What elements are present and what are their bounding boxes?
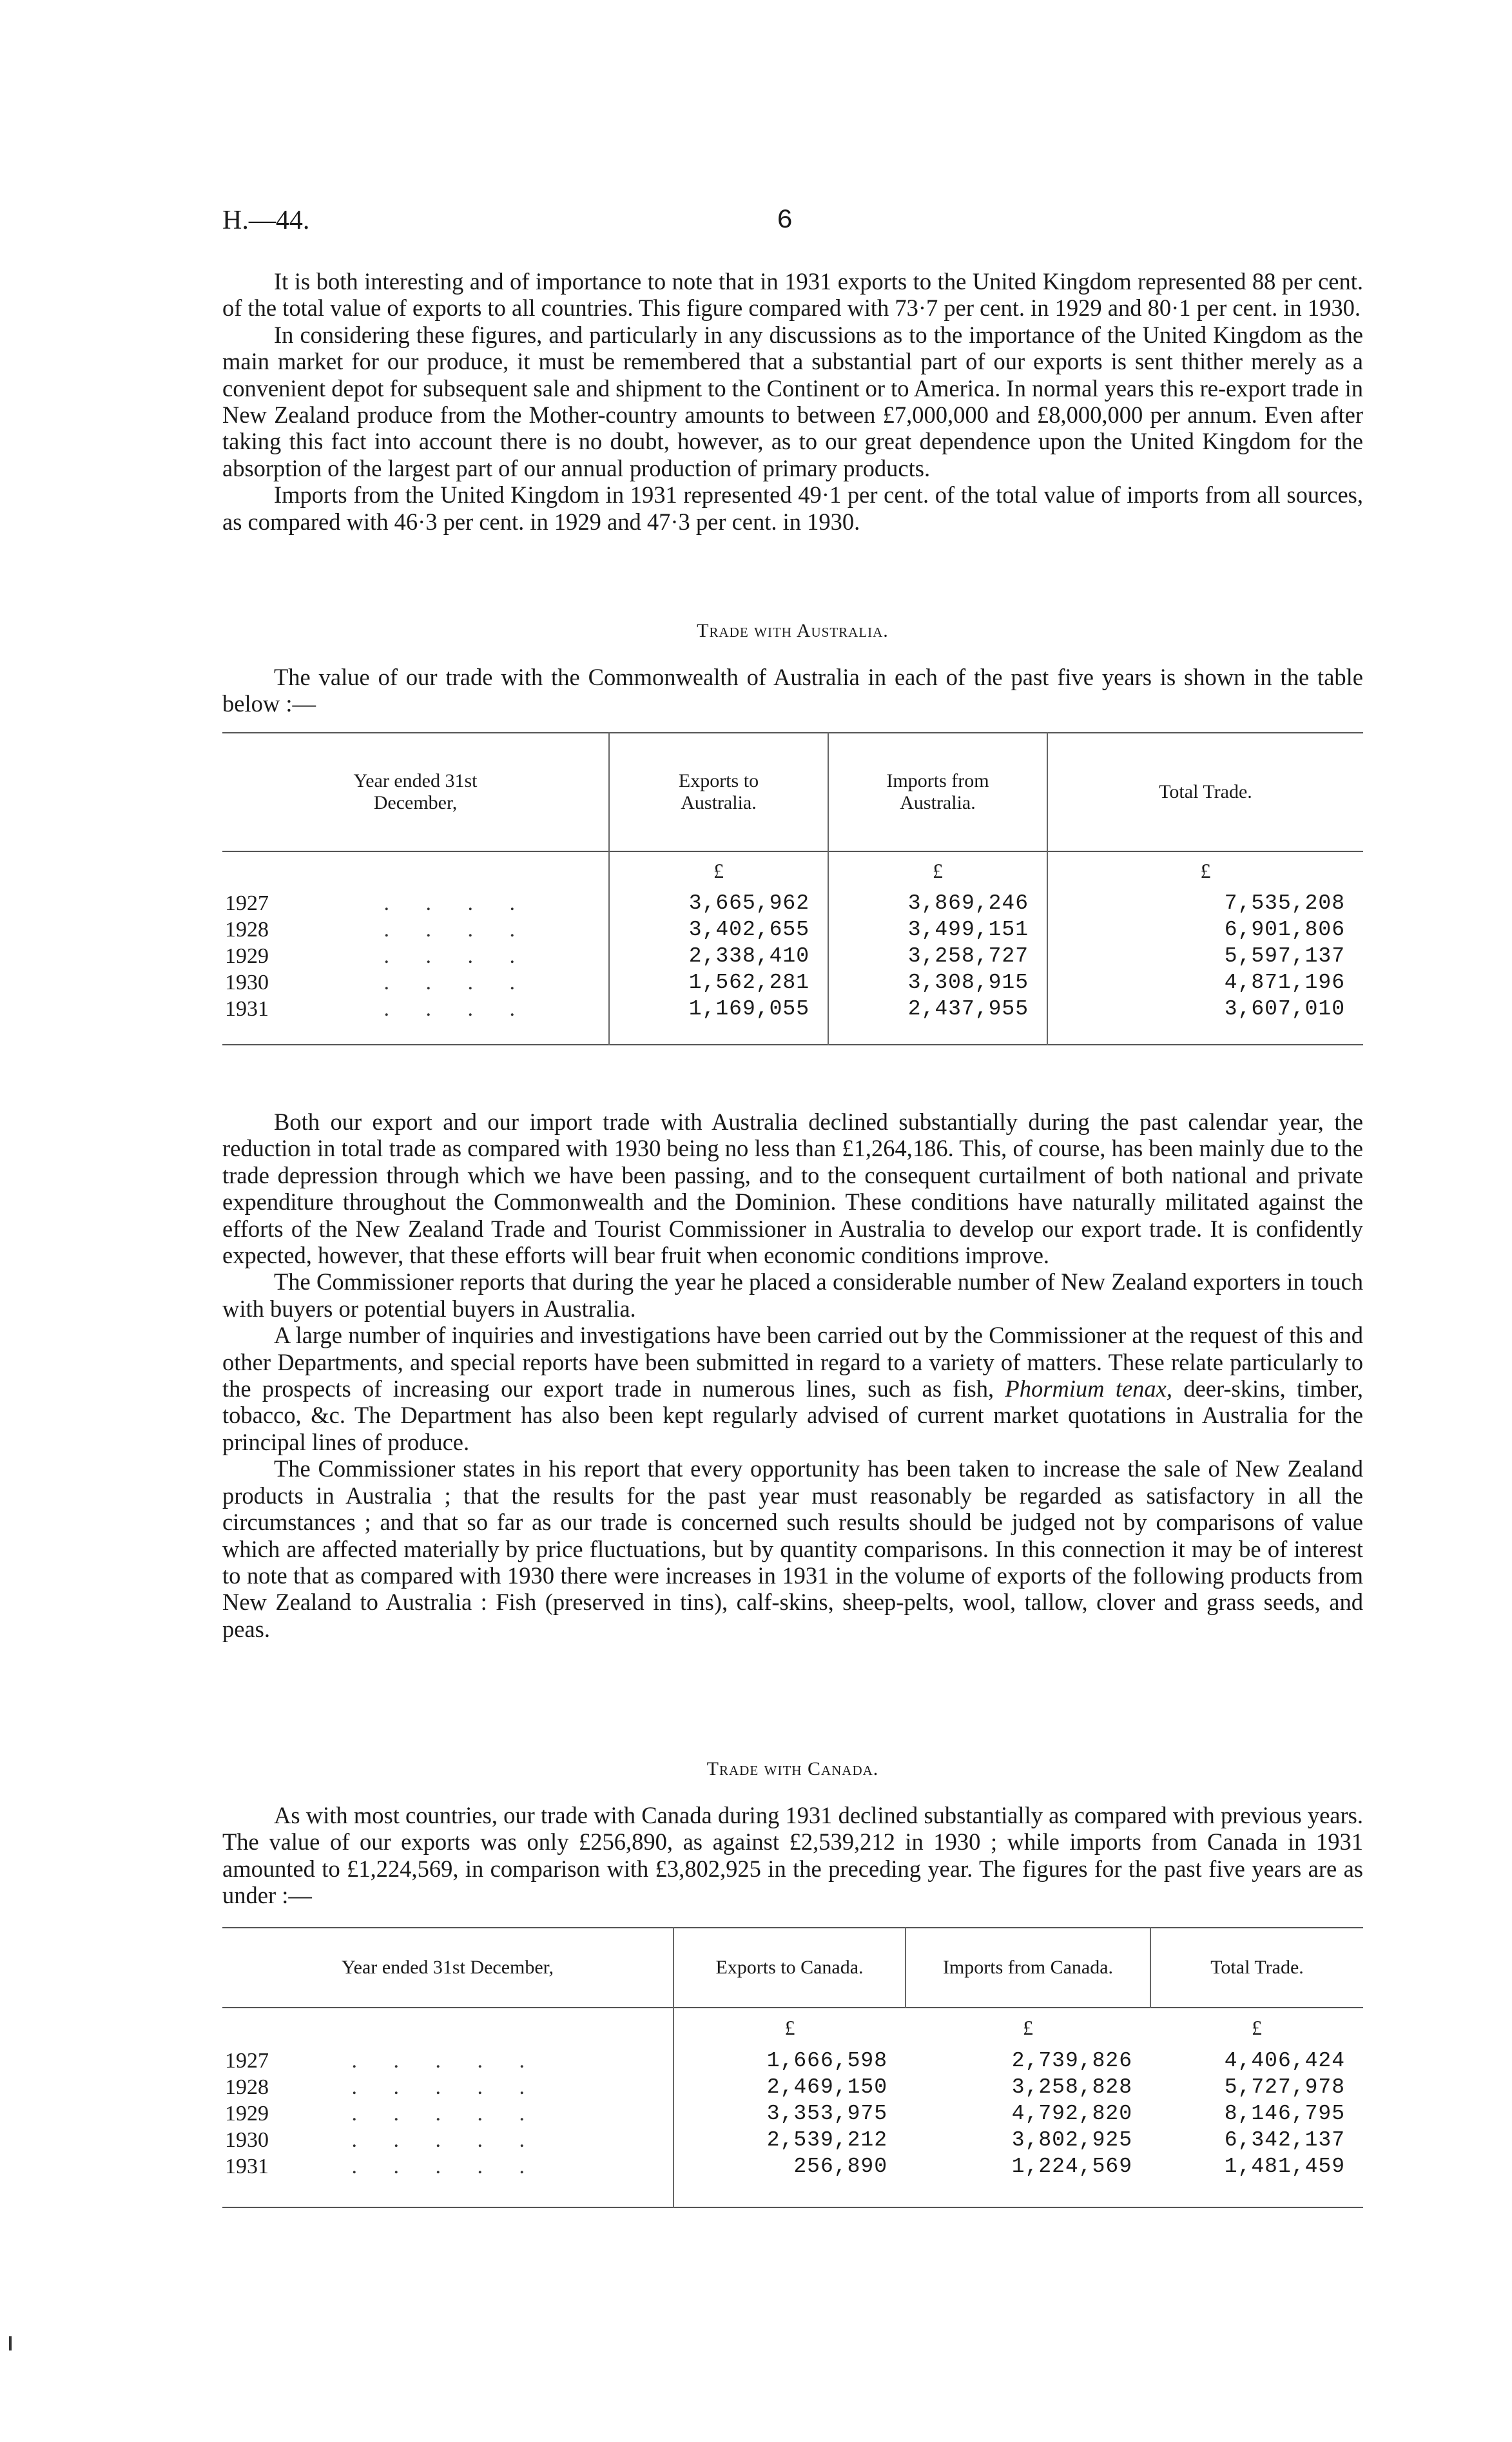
table-row: 1927 . . . . 3,665,962 3,869,246 7,535,208 [222, 890, 1363, 916]
paragraph: The Commissioner states in his report that every opportunity has been taken to increase the sale of New Zealand products in Australia ; that the results for the past year must reasonably be regarded as satisfactory in all the circumstances ; and that so far as our trade is concerned such results should be judged not by comparisons of value which are affected materially by price fluctuations, but by quantity comparisons. In this connection it may be of interest to note that as compared with 1930 there were increases in 1931 in the volume of exports of the following products from New Zealand to Australia : Fish (preserved in tins), calf-skins, sheep-pelts, wool, tallow, clover and grass seeds, and peas. [222, 1455, 1363, 1642]
column-header: Total Trade. [1047, 733, 1363, 851]
currency-label: £ [1023, 2016, 1033, 2039]
column-header: Year ended 31st December, [342, 1957, 554, 1978]
column-header: Exports to Canada. [674, 1928, 906, 2008]
margin-mark [9, 2336, 12, 2350]
table-row: 1928 . . . . 3,402,655 3,499,151 6,901,806 [222, 916, 1363, 943]
table-row: 1930 . . . . . 2,539,212 3,802,925 6,342,137 [225, 2128, 1345, 2152]
currency-label: £ [1047, 851, 1363, 890]
italic-term: Phormium tenax, [1005, 1375, 1172, 1402]
table-row: 1929 . . . . 2,338,410 3,258,727 5,597,137 [222, 943, 1363, 969]
paragraph: The Commissioner reports that during the year he placed a considerable number of New Zealand exporters in touch with buyers or potential buyers in Australia. [222, 1268, 1363, 1322]
paragraph: Imports from the United Kingdom in 1931 represented 49·1 per cent. of the total value of imports from all sources, as compared with 46·3 per cent. in 1929 and 47·3 per cent. in 1930. [222, 481, 1363, 535]
paragraph: Both our export and our import trade with Australia declined substantially during the past calendar year, the reduction in total trade as compared with 1930 being no less than £1,264,186. This, of course, has been mainly due to the trade depression through which we have been passing, and to the consequent curtailment of both national and private expenditure throughout the Commonwealth and the Dominion. These conditions have naturally militated against the efforts of the New Zealand Trade and Tourist Commissioner in Australia to develop our export trade. It is confidently expected, however, that these efforts will bear fruit when economic conditions improve. [222, 1109, 1363, 1269]
document-reference: H.—44. [222, 206, 310, 235]
table-row: 1929 . . . . . 3,353,975 4,792,820 8,146,795 [225, 2102, 1345, 2126]
table-row: 1931 . . . . . 256,890 1,224,569 1,481,459 [222, 2153, 1363, 2207]
currency-label: £ [609, 851, 828, 890]
page-number: 6 [777, 205, 794, 236]
column-header: Imports from Canada. [906, 1928, 1150, 2008]
column-header: Year ended 31st December, [353, 770, 478, 813]
canada-trade-table [222, 1927, 1363, 2208]
table-row: 1930 . . . . 1,562,281 3,308,915 4,871,196 [222, 969, 1363, 996]
paragraph: As with most countries, our trade with Canada during 1931 declined substantially as compared with previous years. The value of our exports was only £256,890, as against £2,539,212 in 1930 ; while imports from Canada in 1931 amounted to £1,224,569, in comparison with £3,802,925 in the preceding year. The figures for the past five years are as under :— [222, 1802, 1363, 1909]
paragraph: It is both interesting and of importance to note that in 1931 exports to the United Kingdom represented 88 per cent. of the total value of exports to all countries. This figure compared with 73·7 per cent. in 1929 and 80·1 per cent. in 1930. [222, 268, 1363, 322]
currency-label: £ [1252, 2016, 1262, 2039]
canada-intro [222, 1802, 1363, 1909]
table-row: 1931 . . . . 1,169,055 2,437,955 3,607,010 [222, 996, 1363, 1045]
australia-discussion [222, 1109, 1363, 1642]
table-row: 1928 . . . . . 2,469,150 3,258,828 5,727,978 [225, 2075, 1345, 2099]
currency-label: £ [674, 2008, 906, 2048]
page-header [222, 205, 1363, 244]
table-row: 1927 . . . . . 1,666,598 2,739,826 4,406,424 [225, 2049, 1345, 2073]
section-heading-australia: Trade with Australia. [697, 620, 889, 641]
column-header: Exports to Australia. [609, 733, 828, 851]
paragraph: In considering these figures, and particularly in any discussions as to the importance of the United Kingdom as the main market for our produce, it must be remembered that a substantial part of our exports is sent thither merely as a convenient depot for subsequent sale and shipment to the Continent or to America. In normal years this re-export trade in New Zealand produce from the Mother-country amounts to between £7,000,000 and £8,000,000 per annum. Even after taking this fact into account there is no doubt, however, as to our great dependence upon the United Kingdom for the absorption of the largest part of our annual production of primary products. [222, 321, 1363, 481]
paragraph: A large number of inquiries and investigations have been carried out by the Commissioner at the request of this and other Departments, and special reports have been submitted in regard to a variety of matters. These relate particularly to the prospects of increasing our export trade in numerous lines, such as fish, Phormium tenax, deer-skins, timber, tobacco, &c. The Department has also been kept regularly advised of current market quotations in Australia for the principal lines of produce. [222, 1322, 1363, 1455]
intro-section [222, 268, 1363, 535]
australia-trade-table [222, 732, 1363, 1045]
section-heading-canada: Trade with Canada. [706, 1758, 879, 1779]
column-header: Imports from Australia. [828, 733, 1047, 851]
currency-label: £ [828, 851, 1047, 890]
australia-intro [222, 664, 1363, 717]
paragraph: The value of our trade with the Commonwealth of Australia in each of the past five years is shown in the table below :— [222, 664, 1363, 717]
column-header: Total Trade. [1150, 1928, 1363, 2008]
